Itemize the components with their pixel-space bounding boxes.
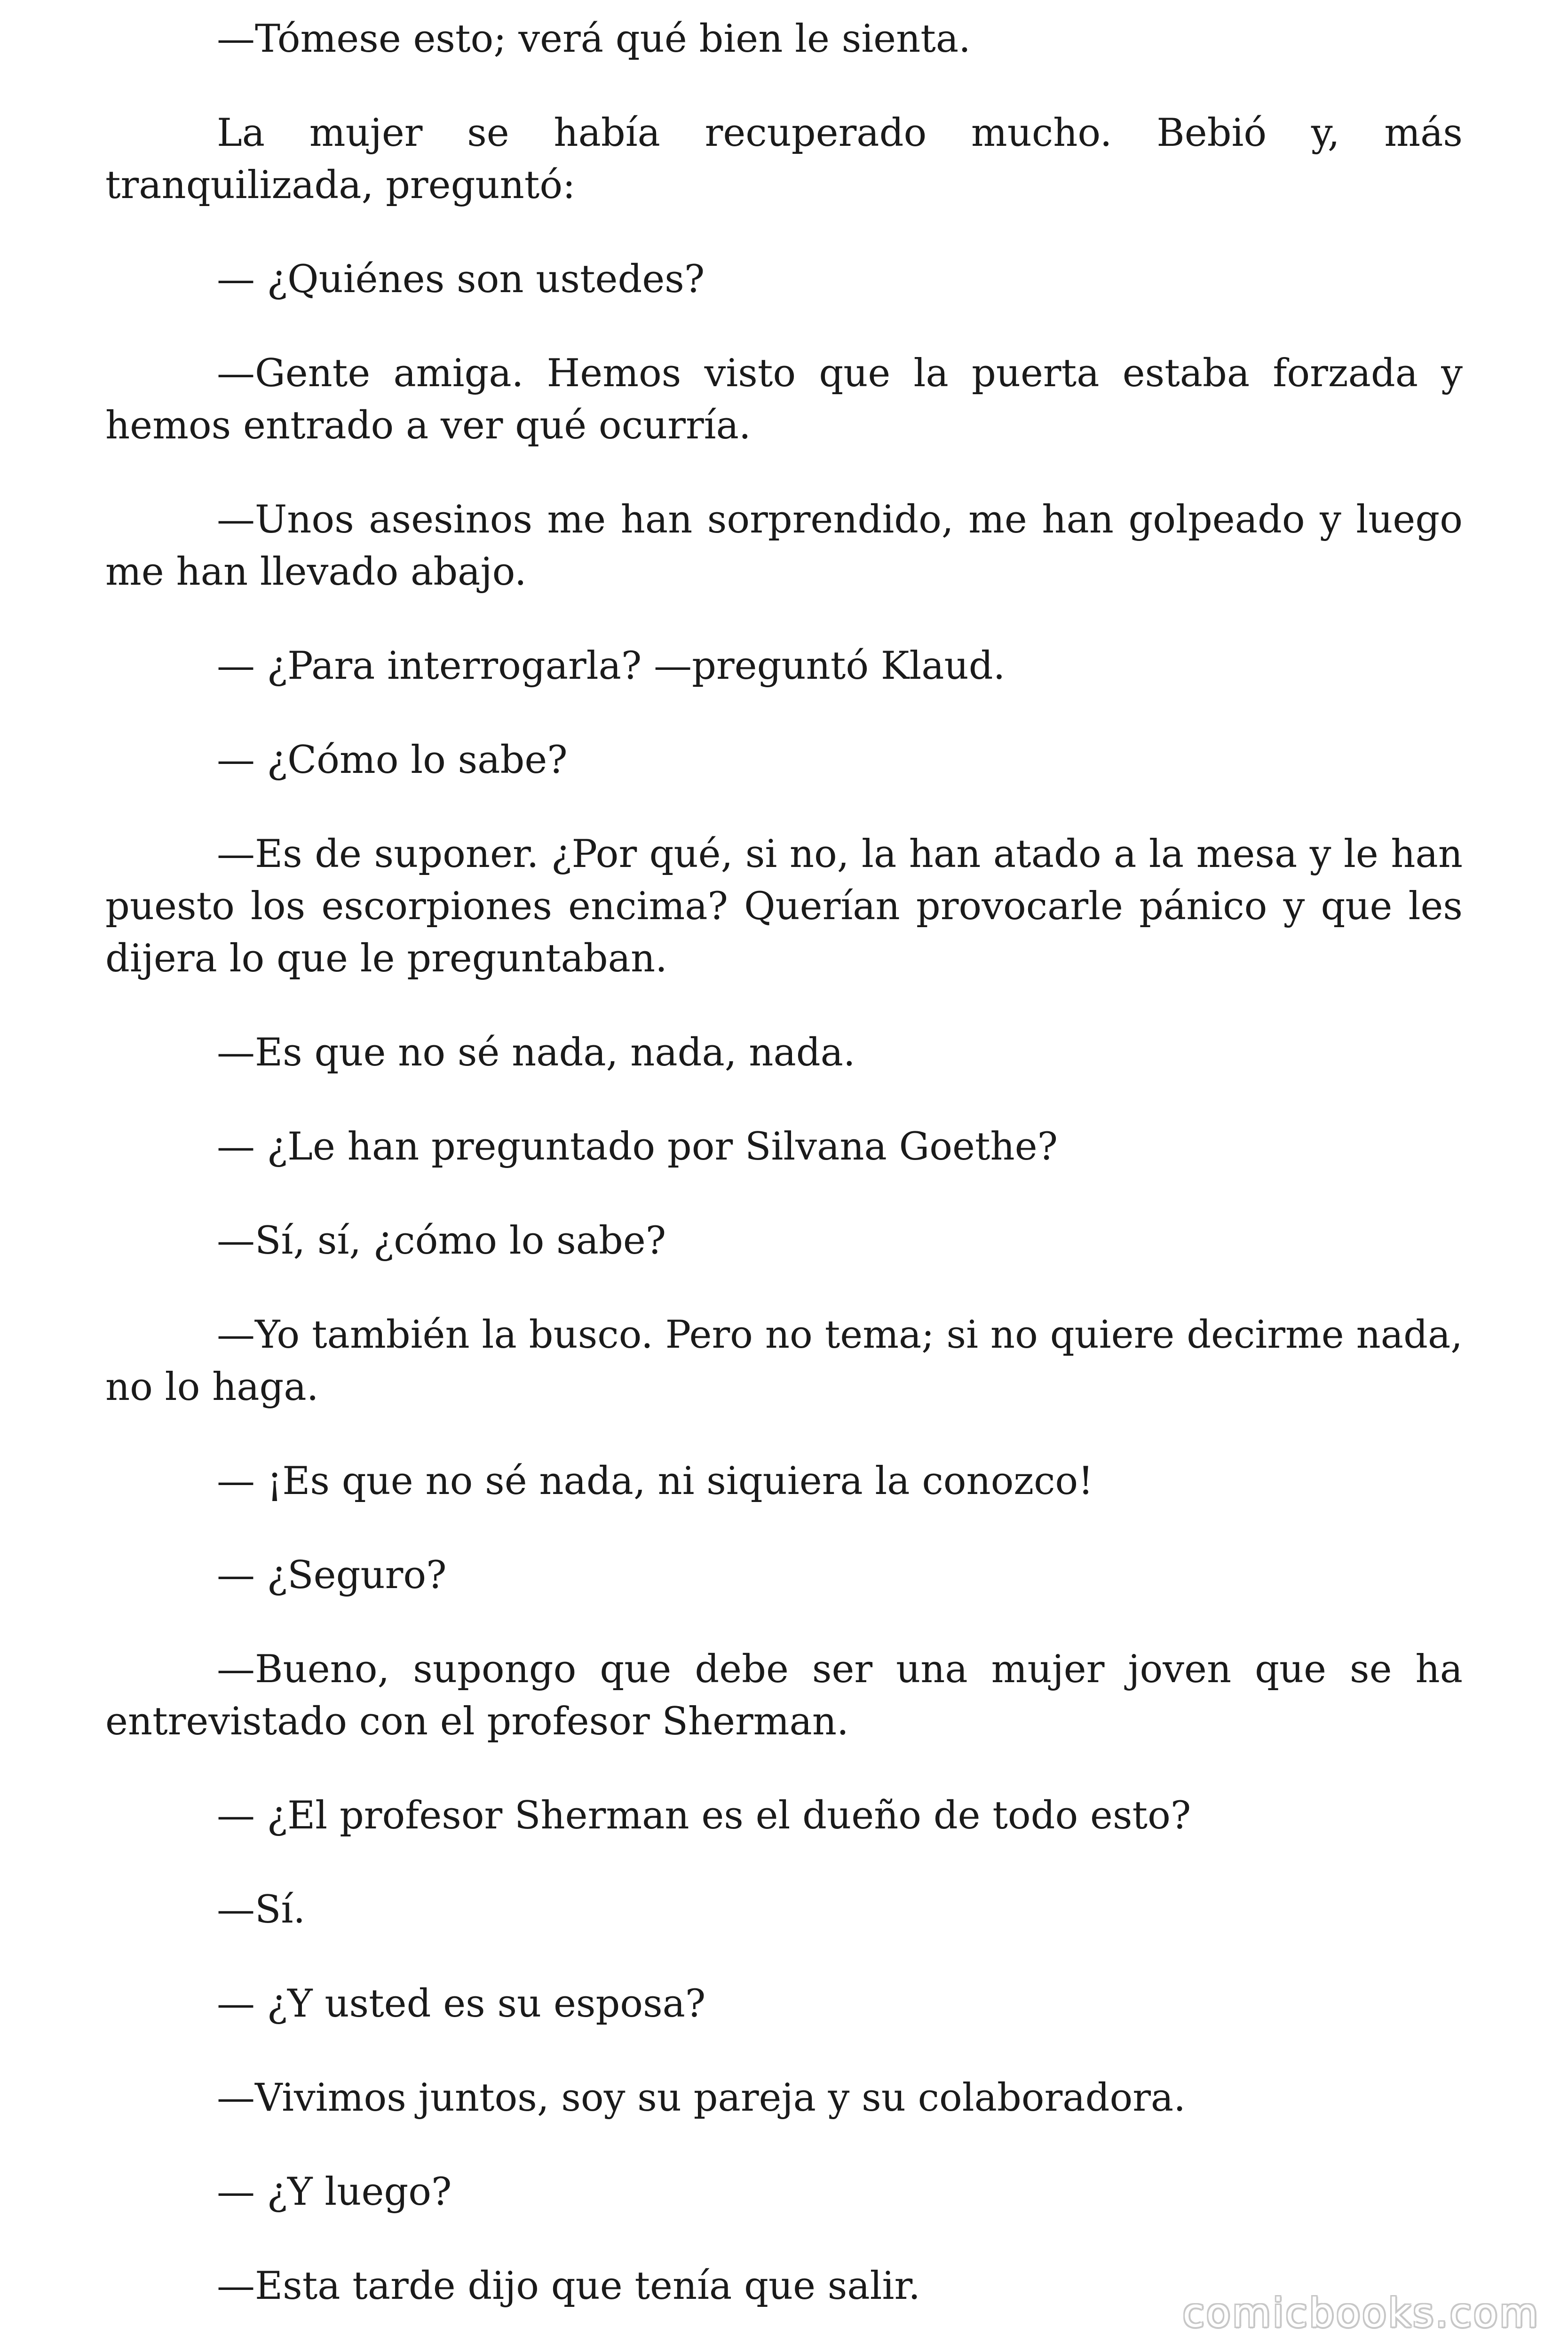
paragraph: — ¿Y luego?	[217, 2170, 452, 2214]
paragraph: —Vivimos juntos, soy su pareja y su colaboradora.	[217, 2076, 1186, 2120]
paragraph: — ¿Le han preguntado por Silvana Goethe?	[217, 1125, 1058, 1169]
paragraph: — ¿Para interrogarla? —preguntó Klaud.	[217, 644, 1006, 688]
paragraph: —Yo también la busco. Pero no tema; si no quiere decirme nada, no lo haga.	[105, 1313, 1463, 1409]
paragraph: — ¿Cómo lo sabe?	[217, 738, 568, 782]
paragraph: —Bueno, supongo que debe ser una mujer joven que se ha entrevistado con el profesor Sherman.	[105, 1647, 1463, 1744]
paragraph: —Es de suponer. ¿Por qué, si no, la han atado a la mesa y le han puesto los escorpiones encima? Querían provocarle pánico y que les dijera lo que le preguntaban.	[105, 832, 1463, 981]
paragraph: — ¿Seguro?	[217, 1553, 447, 1597]
paragraph: —Tómese esto; verá qué bien le sienta.	[217, 17, 971, 61]
paragraph: — ¡Es que no sé nada, ni siquiera la conozco!	[217, 1459, 1093, 1503]
paragraph: —Sí.	[217, 1888, 306, 1932]
page-text	[105, 13, 1463, 2352]
paragraph: —Es que no sé nada, nada, nada.	[217, 1031, 855, 1075]
paragraph: — ¿Quiénes son ustedes?	[217, 257, 705, 302]
paragraph: — ¿El profesor Sherman es el dueño de todo esto?	[217, 1794, 1191, 1838]
watermark: comicbooks.com	[1182, 2290, 1540, 2336]
paragraph: —Sí, sí, ¿cómo lo sabe?	[217, 1219, 666, 1263]
paragraph: — ¿Y usted es su esposa?	[217, 1982, 706, 2026]
paragraph: —Unos asesinos me han sorprendido, me han golpeado y luego me han llevado abajo.	[105, 498, 1463, 594]
paragraph: La mujer se había recuperado mucho. Bebió y, más tranquilizada, preguntó:	[105, 111, 1463, 207]
paragraph: —Esta tarde dijo que tenía que salir.	[217, 2264, 921, 2308]
paragraph: —Gente amiga. Hemos visto que la puerta estaba forzada y hemos entrado a ver qué ocurría.	[105, 351, 1463, 448]
